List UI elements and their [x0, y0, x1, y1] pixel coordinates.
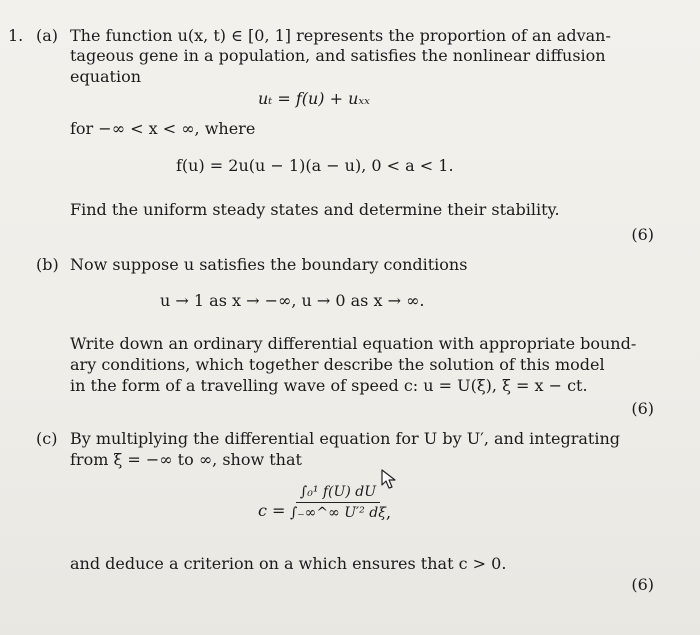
f-definition: f(u) = 2u(u − 1)(a − u), 0 < a < 1.	[176, 156, 454, 175]
part-c-line-3: and deduce a criterion on a which ensures that c > 0.	[70, 554, 507, 573]
part-a-line-1: The function u(x, t) ∈ [0, 1] represents the proportion of an advan-	[70, 26, 611, 45]
part-b-line-3: ary conditions, which together describe the solution of this model	[70, 355, 605, 374]
part-c-line-1: By multiplying the differential equation for U by U′, and integrating	[70, 429, 621, 448]
part-b-line-2: Write down an ordinary differential equation with appropriate bound-	[70, 334, 637, 353]
fraction-numerator: ∫₀¹ f(U) dU	[296, 484, 380, 503]
pde-equation: uₜ = f(u) + uₓₓ	[258, 89, 370, 108]
fraction-comma: ,	[386, 503, 392, 522]
question-number: 1.	[8, 26, 24, 45]
part-a-line-2: tageous gene in a population, and satisfies the nonlinear diffusion	[70, 46, 606, 65]
part-b-label: (b)	[36, 255, 59, 274]
domain-text: for −∞ < x < ∞, where	[70, 119, 256, 138]
part-c-label: (c)	[36, 429, 58, 448]
speed-fraction	[290, 484, 386, 521]
part-a-task: Find the uniform steady states and determine their stability.	[70, 200, 560, 219]
part-a-line-3: equation	[70, 67, 142, 86]
fraction-denominator: ∫₋∞^∞ U′² dξ	[290, 505, 386, 521]
boundary-conditions: u → 1 as x → −∞, u → 0 as x → ∞.	[160, 291, 425, 310]
part-b-marks: (6)	[631, 399, 654, 418]
part-c-line-2: from ξ = −∞ to ∞, show that	[70, 450, 302, 469]
part-b-line-1: Now suppose u satisfies the boundary conditions	[70, 255, 468, 274]
part-b-line-4: in the form of a travelling wave of speed c: u = U(ξ), ξ = x − ct.	[70, 376, 588, 395]
part-a-label: (a)	[36, 26, 59, 45]
part-c-marks: (6)	[631, 575, 654, 594]
part-a-marks: (6)	[631, 225, 654, 244]
mouse-pointer-icon	[381, 469, 399, 491]
c-equals: c =	[258, 501, 286, 520]
